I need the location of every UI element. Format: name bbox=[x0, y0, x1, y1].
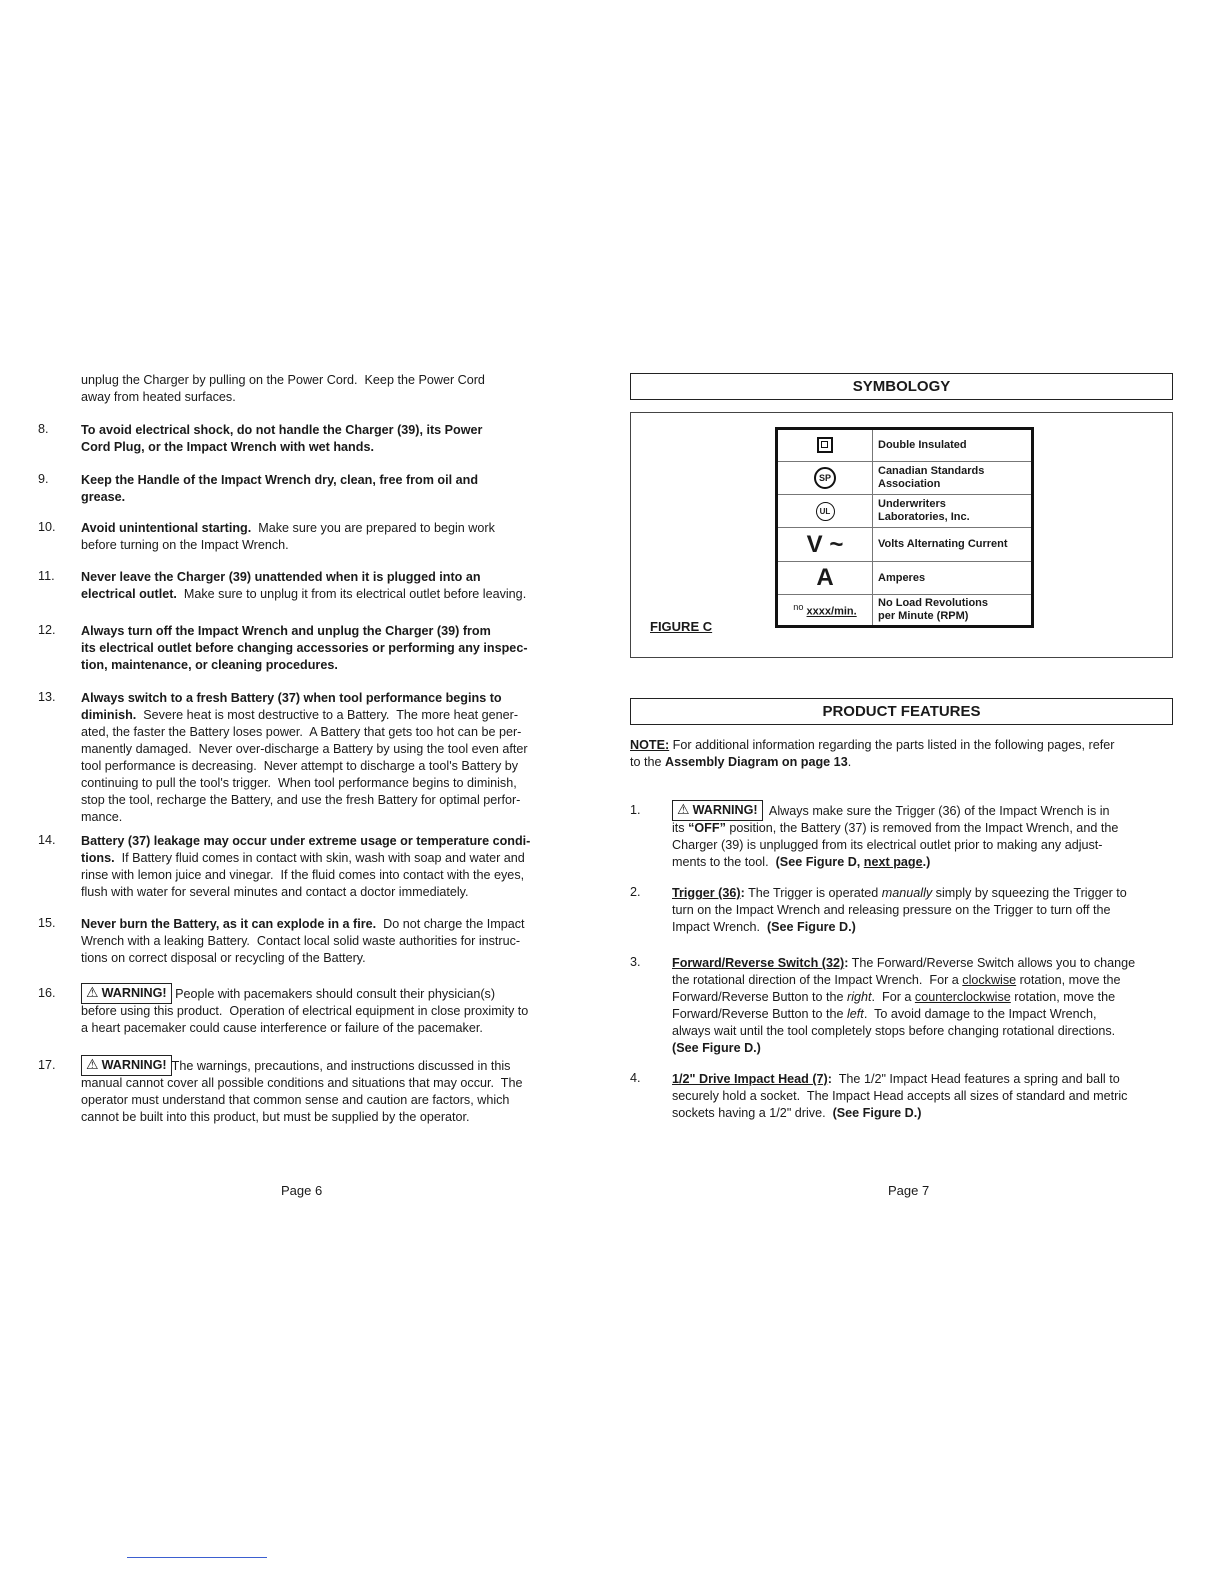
text-run: (See Figure D, bbox=[775, 855, 864, 869]
text-run: tool performance is decreasing. Never attempt to discharge a tool's Battery by bbox=[81, 759, 519, 773]
text-run: : bbox=[844, 956, 849, 970]
item-number: 11. bbox=[38, 569, 55, 583]
text-run: : bbox=[740, 886, 745, 900]
text-run: diminish. bbox=[81, 708, 137, 722]
divider-line bbox=[127, 1557, 267, 1558]
text-line bbox=[672, 989, 1135, 1006]
text-line bbox=[81, 986, 528, 1003]
text-line bbox=[672, 1023, 1135, 1040]
text-line bbox=[81, 657, 528, 674]
item-number: 3. bbox=[630, 955, 641, 969]
item-number: 14. bbox=[38, 833, 56, 847]
text-line bbox=[672, 972, 1135, 989]
ul-icon: UL bbox=[777, 495, 873, 528]
text-line bbox=[81, 1109, 523, 1126]
text-run: rotation, move the bbox=[1016, 973, 1121, 987]
text-line bbox=[81, 389, 485, 406]
text-line bbox=[81, 792, 528, 809]
text-line bbox=[672, 1105, 1127, 1122]
text-run: a heart pacemaker could cause interference or failure of the pacemaker. bbox=[81, 1021, 483, 1035]
text-run: away from heated surfaces. bbox=[81, 390, 236, 404]
item-number: 17. bbox=[38, 1058, 56, 1072]
text-line bbox=[81, 1020, 528, 1037]
text-run: To avoid electrical shock, do not handle the Charger (39), its Power bbox=[81, 423, 483, 437]
symbol-row bbox=[777, 595, 1033, 627]
item-number: 10. bbox=[38, 520, 56, 534]
text-line bbox=[672, 1088, 1127, 1105]
text-run: 1/2" Drive Impact Head (7) bbox=[672, 1072, 828, 1086]
volts-ac-icon: V ~ bbox=[777, 528, 873, 562]
text-run: .) bbox=[922, 855, 931, 869]
text-line bbox=[81, 950, 525, 967]
rpm-icon: $^{no}$ xxxx/min. bbox=[777, 595, 873, 627]
text-line bbox=[81, 623, 528, 640]
text-line bbox=[81, 809, 528, 826]
text-run: Keep the Handle of the Impact Wrench dry, clean, free from oil and bbox=[81, 473, 479, 487]
text-line bbox=[672, 837, 1118, 854]
text-run: People with pacemakers should consult their physician(s) bbox=[171, 987, 496, 1001]
text-line bbox=[672, 803, 1118, 820]
text-run: Battery (37) leakage may occur under extreme usage or temperature condi- bbox=[81, 834, 531, 848]
text-run: right bbox=[847, 990, 872, 1004]
text-run: Trigger (36) bbox=[672, 886, 741, 900]
text-run: Charger (39) is unplugged from its electrical outlet prior to making any adjust- bbox=[672, 838, 1103, 852]
text-run: manually bbox=[881, 886, 933, 900]
text-run: Severe heat is most destructive to a Battery. The more heat gener- bbox=[136, 708, 519, 722]
text-line bbox=[672, 854, 1118, 871]
text-line bbox=[630, 737, 1114, 754]
text-line bbox=[81, 867, 530, 884]
text-run: Avoid unintentional starting. bbox=[81, 521, 252, 535]
text-run: stop the tool, recharge the Battery, and use the fresh Battery for optimal perfor- bbox=[81, 793, 521, 807]
text-run: Cord Plug, or the Impact Wrench with wet hands. bbox=[81, 440, 374, 454]
text-run: Forward/Reverse Switch (32) bbox=[672, 956, 845, 970]
text-line bbox=[672, 820, 1118, 837]
text-run: Forward/Reverse Button to the bbox=[672, 1007, 847, 1021]
text-line bbox=[81, 1003, 528, 1020]
text-run: rinse with lemon juice and vinegar. If the fluid comes into contact with the eyes, bbox=[81, 868, 525, 882]
text-line bbox=[81, 741, 528, 758]
text-run: Never burn the Battery, as it can explode in a fire. bbox=[81, 917, 377, 931]
item-number: 9. bbox=[38, 472, 49, 486]
text-run: tion, maintenance, or cleaning procedures. bbox=[81, 658, 338, 672]
text-run: The 1/2" Impact Head features a spring and ball to bbox=[831, 1072, 1120, 1086]
text-run: securely hold a socket. The Impact Head accepts all sizes of standard and metric bbox=[672, 1089, 1128, 1103]
text-run: before using this product. Operation of electrical equipment in close proximity to bbox=[81, 1004, 529, 1018]
item-number: 8. bbox=[38, 422, 49, 436]
text-run: The Forward/Reverse Switch allows you to change bbox=[848, 956, 1136, 970]
text-line bbox=[81, 586, 526, 603]
text-run: position, the Battery (37) is removed from the Impact Wrench, and the bbox=[725, 821, 1119, 835]
symbol-desc: Volts Alternating Current bbox=[873, 528, 1033, 562]
text-run: “OFF” bbox=[688, 821, 726, 835]
item-number: 15. bbox=[38, 916, 56, 930]
item-number: 16. bbox=[38, 986, 56, 1000]
text-run: (See Figure D.) bbox=[766, 920, 856, 934]
text-line bbox=[672, 955, 1135, 972]
text-line bbox=[81, 537, 495, 554]
text-run: ated, the faster the Battery loses power. A Battery that gets too hot can be per- bbox=[81, 725, 522, 739]
text-line bbox=[81, 372, 485, 389]
text-run: to the bbox=[630, 755, 666, 769]
text-run: . bbox=[847, 755, 852, 769]
warning-badge bbox=[672, 800, 763, 821]
text-run: Assembly Diagram on page 13 bbox=[665, 755, 848, 769]
text-run: Forward/Reverse Button to the bbox=[672, 990, 847, 1004]
text-line bbox=[672, 919, 1127, 936]
text-line bbox=[81, 758, 528, 775]
text-line bbox=[81, 1092, 523, 1109]
symbol-row bbox=[777, 562, 1033, 595]
page-number-right: Page 7 bbox=[888, 1183, 930, 1198]
warning-label: WARNING! bbox=[101, 1058, 167, 1072]
text-run: turn on the Impact Wrench and releasing pressure on the Trigger to turn off the bbox=[672, 903, 1111, 917]
text-line bbox=[81, 833, 530, 850]
text-run: counterclockwise bbox=[914, 990, 1011, 1004]
warning-badge bbox=[81, 983, 172, 1004]
item-number: 4. bbox=[630, 1071, 641, 1085]
item-number: 13. bbox=[38, 690, 56, 704]
text-run: Always turn off the Impact Wrench and unplug the Charger (39) from bbox=[81, 624, 491, 638]
text-run: manently damaged. Never over-discharge a Battery by using the tool even after bbox=[81, 742, 528, 756]
text-run: If Battery fluid comes in contact with skin, wash with soap and water and bbox=[114, 851, 525, 865]
text-run: its electrical outlet before changing accessories or performing any inspec- bbox=[81, 641, 528, 655]
symbol-desc: Canadian Standards Association bbox=[873, 462, 1033, 495]
text-run: : bbox=[827, 1072, 832, 1086]
text-line bbox=[81, 439, 482, 456]
text-run: cannot be built into this product, but must be supplied by the operator. bbox=[81, 1110, 470, 1124]
figure-c-label: FIGURE C bbox=[650, 619, 713, 634]
text-line bbox=[81, 690, 528, 707]
text-run: The warnings, precautions, and instructions discussed in this bbox=[171, 1059, 511, 1073]
text-line bbox=[672, 1040, 1135, 1057]
text-line bbox=[81, 707, 528, 724]
text-run: Always switch to a fresh Battery (37) when tool performance begins to bbox=[81, 691, 502, 705]
symbol-desc: No Load Revolutions per Minute (RPM) bbox=[873, 595, 1033, 627]
text-run: NOTE: bbox=[630, 738, 670, 752]
text-line bbox=[672, 885, 1127, 902]
symbol-row bbox=[777, 495, 1033, 528]
text-run: left bbox=[847, 1007, 864, 1021]
text-run: ments to the tool. bbox=[672, 855, 776, 869]
text-line bbox=[81, 520, 495, 537]
text-run: mance. bbox=[81, 810, 123, 824]
text-run: operator must understand that common sense and caution are factors, which bbox=[81, 1093, 510, 1107]
symbol-desc: Amperes bbox=[873, 562, 1033, 595]
symbology-table bbox=[775, 427, 1034, 628]
text-line bbox=[81, 850, 530, 867]
text-line bbox=[81, 884, 530, 901]
text-run: Make sure you are prepared to begin work bbox=[251, 521, 495, 535]
symbol-desc: Underwriters Laboratories, Inc. bbox=[873, 495, 1033, 528]
text-run: clockwise bbox=[962, 973, 1017, 987]
text-run: next page bbox=[863, 855, 923, 869]
text-run: always wait until the tool completely stops before changing rotational directions. bbox=[672, 1024, 1116, 1038]
text-run: manual cannot cover all possible conditions and situations that may occur. The bbox=[81, 1076, 523, 1090]
text-line bbox=[81, 569, 526, 586]
amperes-icon: A bbox=[777, 562, 873, 595]
text-run: The Trigger is operated bbox=[744, 886, 882, 900]
text-run: Make sure to unplug it from its electrical outlet before leaving. bbox=[176, 587, 527, 601]
text-run: unplug the Charger by pulling on the Power Cord. Keep the Power Cord bbox=[81, 373, 485, 387]
text-run: (See Figure D.) bbox=[832, 1106, 922, 1120]
warning-triangle-icon: ⚠ bbox=[86, 984, 99, 1000]
text-line bbox=[81, 489, 478, 506]
double-insulated-icon bbox=[777, 429, 873, 462]
note bbox=[630, 737, 1114, 771]
text-run: its bbox=[672, 821, 689, 835]
csa-icon: SP bbox=[777, 462, 873, 495]
text-run: Wrench with a leaking Battery. Contact local solid waste authorities for instruc- bbox=[81, 934, 521, 948]
text-run: . To avoid damage to the Impact Wrench, bbox=[863, 1007, 1097, 1021]
text-run: sockets having a 1/2" drive. bbox=[672, 1106, 833, 1120]
text-run: grease. bbox=[81, 490, 126, 504]
symbol-row bbox=[777, 429, 1033, 462]
text-line bbox=[81, 422, 482, 439]
text-line bbox=[81, 1058, 523, 1075]
warning-triangle-icon: ⚠ bbox=[677, 801, 690, 817]
item-number: 2. bbox=[630, 885, 641, 899]
text-line bbox=[81, 916, 525, 933]
text-run: rotation, move the bbox=[1010, 990, 1116, 1004]
symbol-desc: Double Insulated bbox=[873, 429, 1033, 462]
text-run: electrical outlet. bbox=[81, 587, 177, 601]
item-number: 1. bbox=[630, 803, 641, 817]
text-run: simply by squeezing the Trigger to bbox=[932, 886, 1127, 900]
warning-label: WARNING! bbox=[101, 986, 167, 1000]
warning-triangle-icon: ⚠ bbox=[86, 1056, 99, 1072]
text-line bbox=[81, 775, 528, 792]
text-run: Do not charge the Impact bbox=[376, 917, 525, 931]
text-run: Always make sure the Trigger (36) of the Impact Wrench is in bbox=[762, 804, 1110, 818]
symbol-row bbox=[777, 528, 1033, 562]
text-run: tions on correct disposal or recycling of the Battery. bbox=[81, 951, 366, 965]
text-line bbox=[672, 1006, 1135, 1023]
symbology-header: SYMBOLOGY bbox=[630, 373, 1173, 400]
text-line bbox=[672, 902, 1127, 919]
text-run: . For a bbox=[871, 990, 915, 1004]
text-run: continuing to pull the tool's trigger. When tool performance begins to diminish, bbox=[81, 776, 517, 790]
text-line bbox=[81, 1075, 523, 1092]
text-line bbox=[81, 472, 478, 489]
page-number-left: Page 6 bbox=[281, 1183, 323, 1198]
symbol-row bbox=[777, 462, 1033, 495]
text-run: For additional information regarding the parts listed in the following pages, refer bbox=[669, 738, 1115, 752]
product-features-header: PRODUCT FEATURES bbox=[630, 698, 1173, 725]
text-line bbox=[81, 724, 528, 741]
text-run: (See Figure D.) bbox=[672, 1041, 761, 1055]
text-line bbox=[630, 754, 1114, 771]
warning-label: WARNING! bbox=[692, 803, 758, 817]
text-run: before turning on the Impact Wrench. bbox=[81, 538, 289, 552]
text-line bbox=[672, 1071, 1127, 1088]
text-run: tions. bbox=[81, 851, 115, 865]
item-number: 12. bbox=[38, 623, 56, 637]
text-run: Impact Wrench. bbox=[672, 920, 767, 934]
text-run: flush with water for several minutes and contact a doctor immediately. bbox=[81, 885, 469, 899]
warning-badge bbox=[81, 1055, 172, 1076]
text-run: the rotational direction of the Impact Wrench. For a bbox=[672, 973, 963, 987]
text-run: Never leave the Charger (39) unattended when it is plugged into an bbox=[81, 570, 481, 584]
text-line bbox=[81, 933, 525, 950]
text-line bbox=[81, 640, 528, 657]
